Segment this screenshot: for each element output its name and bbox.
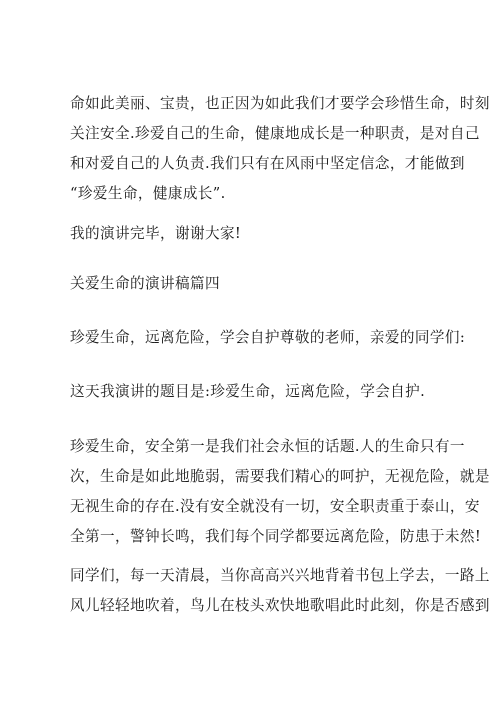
text-line: “珍爱生命，健康成长”. — [70, 185, 226, 202]
paragraph-closing-reflection — [70, 89, 490, 209]
section-heading: 关爱生命的演讲稿篇四 — [70, 275, 220, 292]
text-line: 全第一，警钟长鸣，我们每个同学都要远离危险，防患于未然! — [70, 528, 482, 545]
text-line: 珍爱生命，远离危险，学会自护尊敬的老师，亲爱的同学们: — [70, 329, 466, 346]
text-line: 这天我演讲的题目是:珍爱生命，远离危险，学会自护. — [70, 383, 426, 400]
text-line: 无视生命的存在.没有安全就没有一切，安全职责重于泰山，安 — [70, 498, 480, 515]
text-line: 珍爱生命，安全第一是我们社会永恒的话题.人的生命只有一 — [70, 438, 465, 455]
text-line: 次，生命是如此地脆弱，需要我们精心的呵护，无视危险，就是 — [70, 468, 490, 485]
paragraph-safety-first — [70, 432, 490, 552]
text-line: 同学们，每一天清晨，当你高高兴兴地背着书包上学去，一路上 — [70, 567, 490, 584]
text-line: 命如此美丽、宝贵，也正因为如此我们才要学会珍惜生命，时刻 — [70, 95, 490, 112]
text-line: 我的演讲完毕，谢谢大家! — [70, 225, 242, 242]
paragraph-morning — [70, 561, 490, 621]
paragraph-topic — [70, 377, 435, 407]
paragraph-greeting — [70, 323, 466, 353]
paragraph-thanks — [70, 219, 435, 249]
text-line: 风儿轻轻地吹着，鸟儿在枝头欢快地歌唱此时此刻，你是否感到 — [70, 597, 490, 614]
text-line: 和对爱自己的人负责.我们只有在风雨中坚定信念，才能做到 — [70, 155, 465, 172]
text-line: 关注安全.珍爱自己的生命，健康地成长是一种职责，是对自己 — [70, 125, 480, 142]
